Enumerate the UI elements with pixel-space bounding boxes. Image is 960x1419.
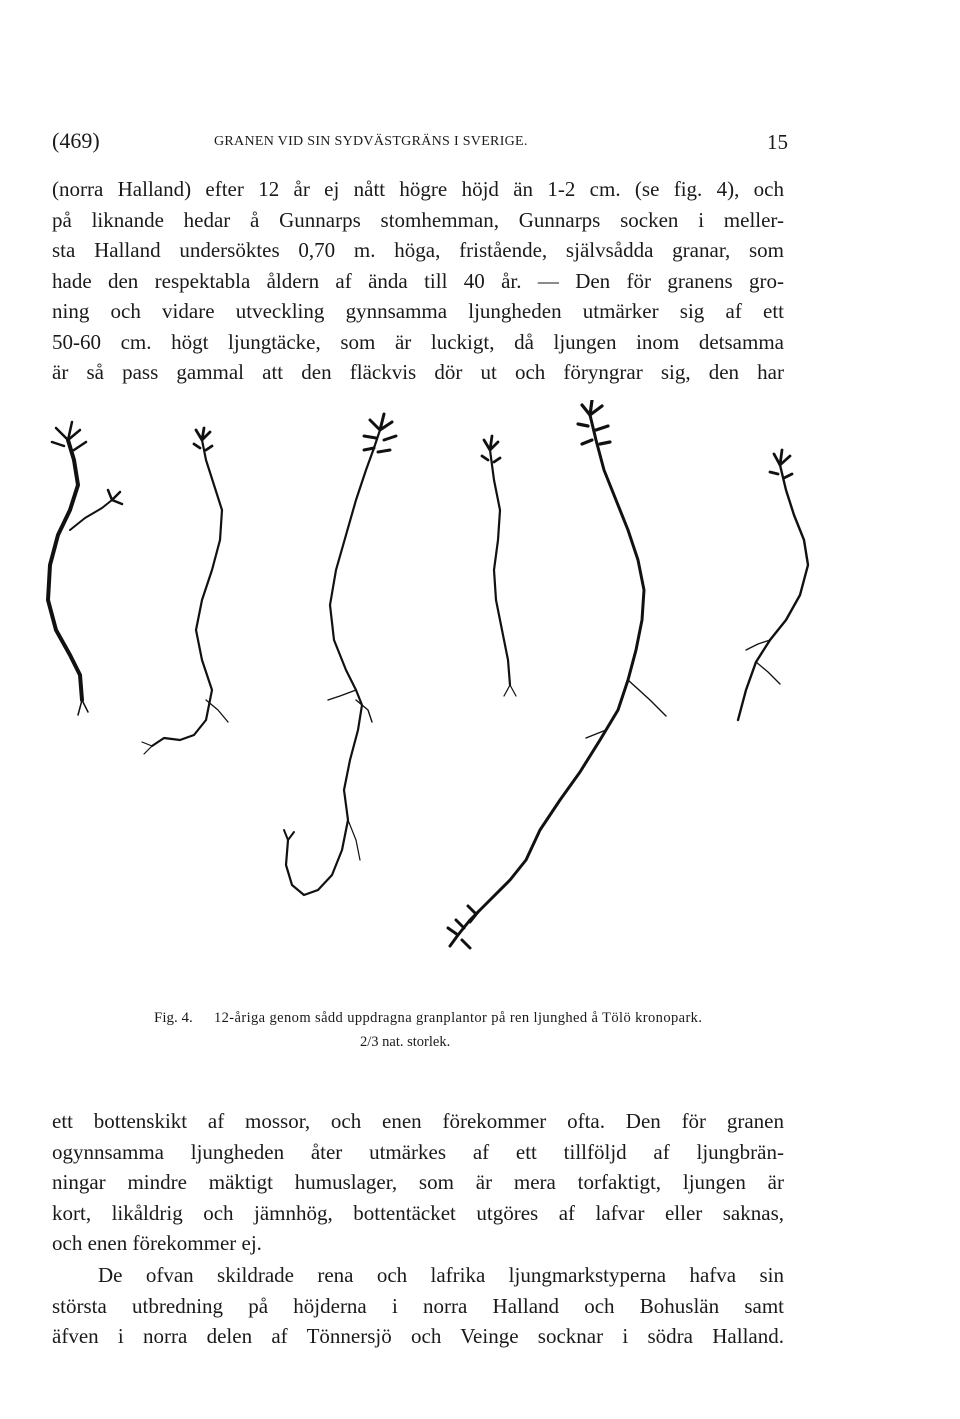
figure-label: Fig. 4. (154, 1010, 193, 1026)
header-page-number: 15 (767, 130, 788, 154)
seedlings-illustration (30, 400, 910, 1000)
paragraph-3 (52, 1260, 784, 1352)
text-line: på liknande hedar å Gunnarps stomhemman, Gunnarps socken i meller- (52, 207, 784, 232)
text-line: ogynnsamma ljungheden åter utmärkes af ett tillföljd af ljungbrän- (52, 1139, 784, 1164)
figure-caption-text: 12-åriga genom sådd uppdragna granplantor på ren ljunghed å Tölö kronopark. (214, 1010, 703, 1026)
text-line: största utbredning på höjderna i norra Halland och Bohuslän samt (52, 1293, 784, 1318)
seedling-6 (738, 450, 808, 720)
text-line: äfven i norra delen af Tönnersjö och Veinge socknar i södra Halland. (52, 1324, 784, 1348)
seedling-3 (284, 414, 396, 895)
text-line: kort, likåldrig och jämnhög, bottentäcket utgöres af lafvar eller saknas, (52, 1200, 784, 1225)
seedling-5 (448, 400, 666, 948)
text-line: 50-60 cm. högt ljungtäcke, som är luckigt, då ljungen inom detsamma (52, 329, 784, 354)
header-running-title: GRANEN VID SIN SYDVÄSTGRÄNS I SVERIGE. (214, 134, 528, 149)
running-header (52, 128, 788, 158)
seedling-2 (142, 428, 228, 754)
text-line: är så pass gammal att den fläckvis dör ut och föryngrar sig, den har (52, 360, 784, 384)
text-line: ett bottenskikt af mossor, och enen förekommer ofta. Den för granen (52, 1109, 784, 1133)
text-line: hade den respektabla åldern af ända till 40 år. — Den för granens gro- (52, 268, 784, 293)
text-line: (norra Halland) efter 12 år ej nått högre höjd än 1-2 cm. (se fig. 4), och (52, 177, 784, 201)
text-line: sta Halland undersöktes 0,70 m. höga, fristående, självsådda granar, som (52, 238, 784, 262)
figure-spruce-seedlings (30, 400, 910, 1000)
text-line: ning och vidare utveckling gynnsamma ljungheden utmärker sig af ett (52, 299, 784, 323)
text-line: och enen förekommer ej. (52, 1231, 262, 1255)
header-page-reference: (469) (52, 128, 100, 153)
figure-scale-note: 2/3 nat. storlek. (360, 1034, 451, 1050)
seedling-1 (48, 422, 122, 715)
text-line: ningar mindre mäktigt humuslager, som är mera torfaktigt, ljungen är (52, 1170, 784, 1194)
text-line: De ofvan skildrade rena och lafrika ljungmarkstyperna hafva sin (98, 1263, 784, 1287)
seedling-4 (482, 436, 516, 696)
paragraph-2 (52, 1106, 784, 1259)
paragraph-1 (52, 174, 784, 388)
